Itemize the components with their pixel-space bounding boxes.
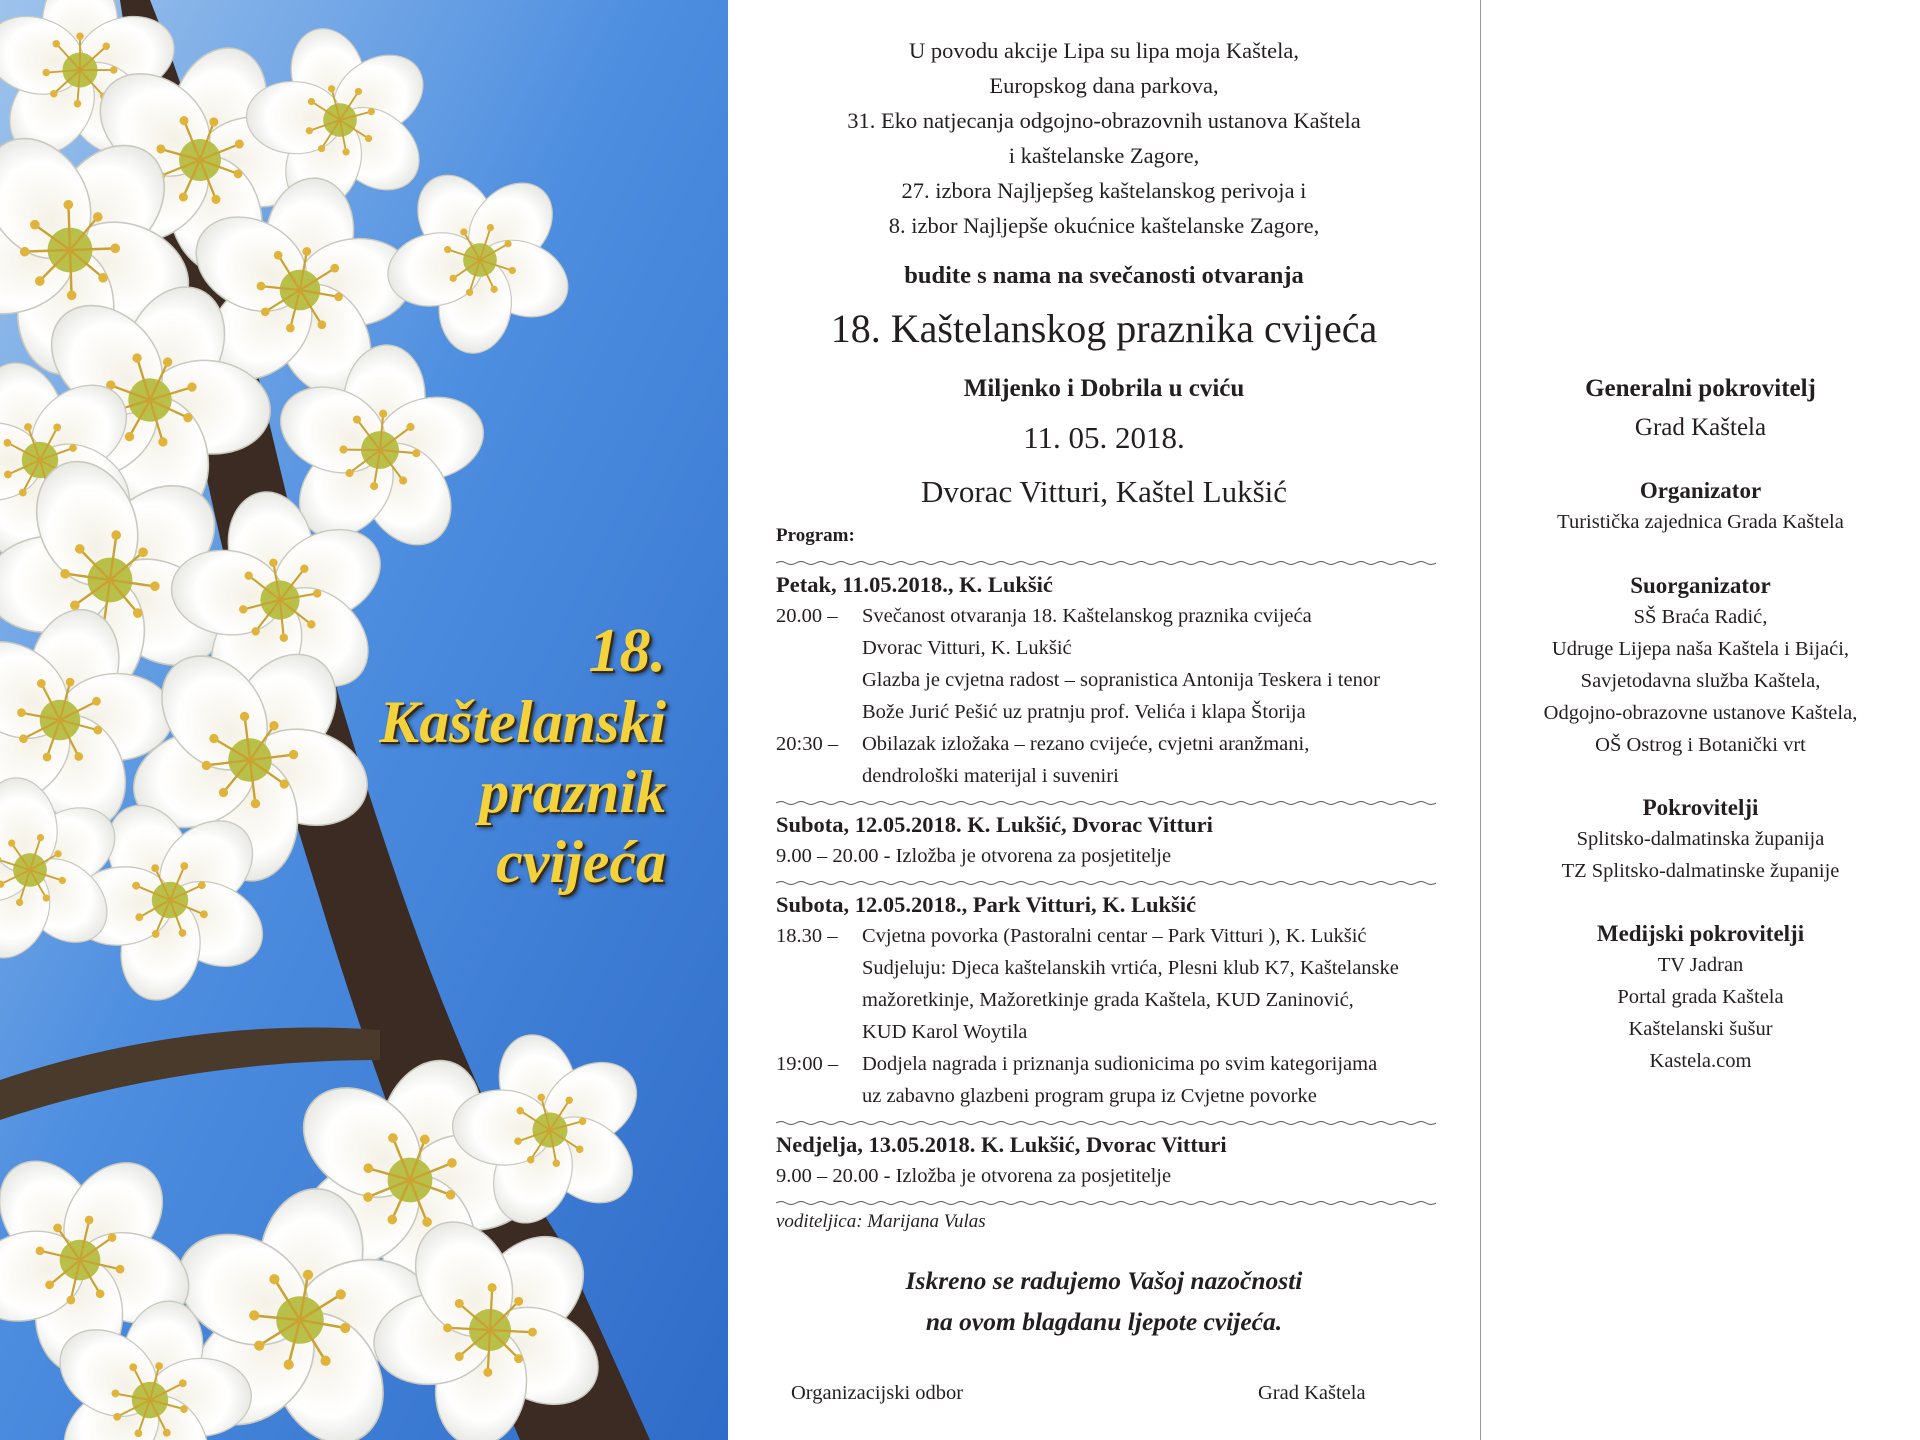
intro-line: 27. izbora Najljepšeg kaštelanskog perivoja i (901, 178, 1307, 203)
intro-line: i kaštelanske Zagore, (1008, 143, 1200, 168)
sponsor-item: Kaštelanski šušur (1628, 1018, 1773, 1040)
sponsor-item: Kastela.com (1649, 1050, 1752, 1072)
divider-wavy (776, 1200, 1436, 1206)
sponsor-item: Odgojno-obrazovne ustanove Kaštela, (1543, 702, 1858, 724)
sponsor-heading: Pokrovitelji (1642, 795, 1759, 820)
day-header: Nedjelja, 13.05.2018. K. Lukšić, Dvorac Vitturi (776, 1132, 1227, 1157)
schedule-desc: Svečanost otvaranja 18. Kaštelanskog praznika cvijeća (862, 605, 1312, 627)
cover-photo-panel (0, 0, 728, 1440)
schedule-desc: Cvjetna povorka (Pastoralni centar – Park Vitturi ), K. Lukšić (862, 925, 1367, 947)
signature-right: Grad Kaštela (1258, 1382, 1366, 1404)
sponsor-item: Grad Kaštela (1634, 414, 1767, 441)
schedule-desc: dendrološki materijal i suveniri (862, 765, 1119, 787)
schedule-time: 20.00 – (776, 605, 838, 627)
schedule-line: 9.00 – 20.00 - Izložba je otvorena za posjetitelje (776, 845, 1172, 867)
divider-wavy (776, 880, 1436, 886)
closing-line: na ovom blagdanu ljepote cvijeća. (925, 1307, 1283, 1336)
signature-left: Organizacijski odbor (791, 1382, 964, 1404)
intro-line: U povodu akcije Lipa su lipa moja Kaštela, (909, 38, 1299, 63)
closing-line: Iskreno se radujemo Vašoj nazočnosti (905, 1266, 1303, 1295)
divider-wavy (776, 800, 1436, 806)
schedule-time: 19:00 – (776, 1053, 839, 1075)
cover-title-number: 18. (588, 617, 666, 685)
program-label: Program: (776, 525, 855, 546)
intro-line: Europskog dana parkova, (989, 73, 1219, 98)
sponsor-item: TZ Splitsko-dalmatinske županije (1561, 860, 1840, 882)
schedule-desc: Sudjeluju: Djeca kaštelanskih vrtića, Plesni klub K7, Kaštelanske (862, 957, 1399, 979)
schedule-desc: mažoretkinje, Mažoretkinje grada Kaštela, KUD Zaninović, (862, 989, 1354, 1011)
sponsor-heading: Medijski pokrovitelji (1596, 921, 1805, 946)
schedule-desc: KUD Karol Woytila (862, 1021, 1028, 1043)
schedule-time: 18.30 – (776, 925, 838, 947)
day-header: Subota, 12.05.2018. K. Lukšić, Dvorac Vitturi (776, 812, 1213, 837)
event-venue: Dvorac Vitturi, Kaštel Lukšić (920, 474, 1288, 509)
cover-title-line1: Kaštelanski (379, 689, 666, 755)
intro-line: 8. izbor Najljepše okućnice kaštelanske Zagore, (888, 213, 1320, 238)
sponsor-item: Portal grada Kaštela (1617, 986, 1784, 1008)
sponsor-item: SŠ Braća Radić, (1633, 606, 1768, 628)
schedule-time: 20:30 – (776, 733, 839, 755)
schedule-desc: Dvorac Vitturi, K. Lukšić (862, 637, 1072, 659)
divider-wavy (776, 560, 1436, 566)
schedule-desc: Glazba je cvjetna radost – sopranistica Antonija Teskera i tenor (862, 669, 1380, 691)
sponsor-heading: Suorganizator (1630, 573, 1771, 598)
host-credit: voditeljica: Marijana Vulas (776, 1211, 986, 1232)
schedule-desc: Obilazak izložaka – rezano cvijeće, cvjetni aranžmani, (862, 733, 1310, 755)
sponsors-panel (1481, 0, 1920, 1440)
invite-line: budite s nama na svečanosti otvaranja (904, 262, 1304, 289)
day-header: Subota, 12.05.2018., Park Vitturi, K. Lukšić (776, 892, 1197, 917)
cover-title-line2: praznik (479, 759, 666, 825)
day-header: Petak, 11.05.2018., K. Lukšić (776, 572, 1053, 597)
sponsor-item: Turistička zajednica Grada Kaštela (1557, 511, 1844, 533)
sponsor-item: OŠ Ostrog i Botanički vrt (1595, 734, 1806, 756)
schedule-line: 9.00 – 20.00 - Izložba je otvorena za posjetitelje (776, 1165, 1172, 1187)
schedule-desc: Bože Jurić Pešić uz pratnju prof. Velića i klapa Štorija (862, 701, 1306, 723)
schedule-desc: uz zabavno glazbeni program grupa iz Cvjetne povorke (862, 1085, 1317, 1107)
sponsor-item: Savjetodavna služba Kaštela, (1580, 670, 1821, 692)
sponsor-item: Udruge Lijepa naša Kaštela i Bijaći, (1551, 638, 1850, 660)
cover-title-line3: cvijeća (496, 829, 666, 895)
event-date: 11. 05. 2018. (1023, 420, 1185, 455)
invitation-panel (728, 0, 1480, 1440)
schedule-desc: Dodjela nagrada i priznanja sudionicima po svim kategorijama (862, 1053, 1378, 1075)
event-subtitle: Miljenko i Dobrila u cviću (963, 375, 1245, 402)
divider-wavy (776, 1120, 1436, 1126)
event-title: 18. Kaštelanskog praznika cvijeća (830, 306, 1378, 351)
sponsor-item: TV Jadran (1657, 954, 1744, 976)
sponsor-heading: Organizator (1639, 478, 1762, 503)
sponsor-item: Splitsko-dalmatinska županija (1576, 828, 1825, 850)
intro-line: 31. Eko natjecanja odgojno-obrazovnih ustanova Kaštela (847, 108, 1361, 133)
sponsor-heading: Generalni pokrovitelj (1585, 375, 1816, 402)
